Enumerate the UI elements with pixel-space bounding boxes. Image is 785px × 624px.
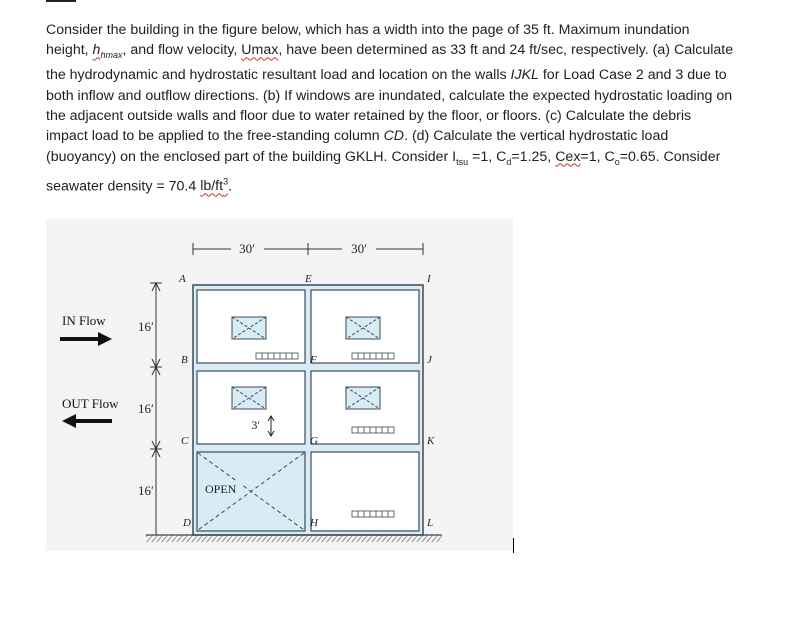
point-a: A <box>179 273 186 285</box>
in-flow-label: IN Flow <box>62 313 106 328</box>
problem-statement <box>46 20 736 197</box>
umax-symbol: Umax <box>241 42 279 59</box>
walls-ijkl: IJKL <box>510 67 539 84</box>
point-b: B <box>181 354 188 366</box>
point-e: E <box>305 273 312 285</box>
point-c: C <box>181 435 189 447</box>
point-j: J <box>427 354 432 366</box>
top-dimension <box>193 243 423 255</box>
open-label: OPEN <box>205 482 237 496</box>
point-l: L <box>427 517 434 529</box>
top-rule <box>46 0 76 2</box>
column-cd: CD <box>383 128 405 145</box>
window-upper-right <box>346 317 380 339</box>
density-unit: $lb/ft^3$ <box>200 176 229 195</box>
room-gklh-enclosed <box>311 452 419 531</box>
text-cursor <box>513 538 514 553</box>
point-h: H <box>310 517 318 529</box>
cex-symbol: Cex <box>555 148 581 165</box>
window-middle-right <box>346 387 380 409</box>
point-d: D <box>183 517 191 529</box>
point-k: K <box>427 435 435 447</box>
point-g: G <box>310 435 318 447</box>
story-height-3: 16′ <box>138 483 154 498</box>
dim-top-right: 30′ <box>351 241 367 256</box>
story-height-2: 16′ <box>138 401 154 416</box>
in-flow-arrow <box>60 332 112 346</box>
out-flow-arrow <box>62 414 112 428</box>
dim-top-left: 30′ <box>239 241 255 256</box>
window-upper-left <box>232 317 266 339</box>
building-figure <box>46 219 513 551</box>
building-diagram <box>46 219 513 551</box>
point-f: F <box>310 354 317 366</box>
window-height-label: 3′ <box>251 418 260 432</box>
ground-hatch <box>146 535 442 542</box>
story-height-1: 16′ <box>138 319 154 334</box>
hmax-symbol: $h_{hmax}$ <box>92 42 123 61</box>
point-i: I <box>427 273 431 285</box>
out-flow-label: OUT Flow <box>62 396 119 411</box>
problem-text: Consider the building in the figure below, which has a width into the page of 35 ft. Maximum inundation height, $h_{hmax}$, and flow velocity, Umax, have been determined as 33 ft and 24 ft/sec, respectively. (a) Calculate the hydrodynamic and hydrostatic resultant load and location on the walls IJKL for Load Case 2 and 3 due to both inflow and outflow directions. (b) If windows are inundated, calculate the expected hydrostatic loading on the adjacent outside walls and floor due to water retained by the floor, or floors. (c) Calculate the debris impact load to be applied to the free-standing column CD. (d) Calculate the vertical hydrostatic load (buoyancy) on the enclosed part of the building GKLH. Consider $I_{tsu} =1$, $C_d=1.25$, Cex=1, $C_o=0.65$. Consider seawater density = 70.4 $lb/ft^3$. <box>46 22 734 195</box>
window-middle-left <box>232 387 266 409</box>
